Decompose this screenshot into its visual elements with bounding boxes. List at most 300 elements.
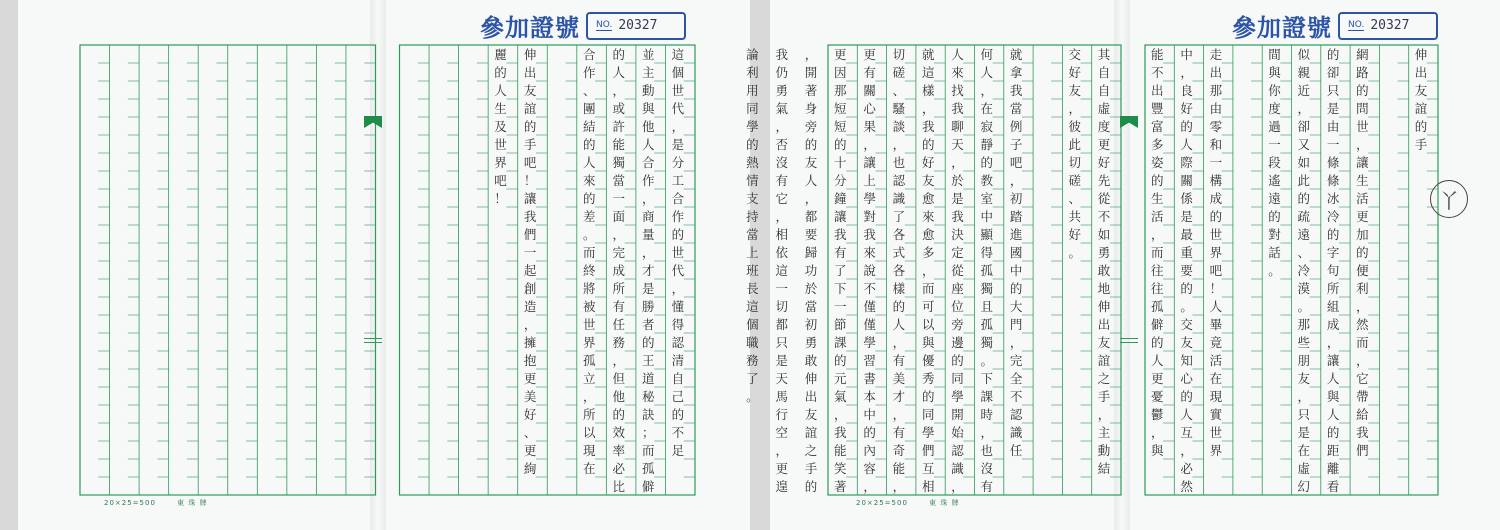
manuscript-char: ， [1297, 101, 1311, 117]
manuscript-char: 的 [1414, 119, 1428, 135]
manuscript-char: 不 [1151, 65, 1164, 81]
manuscript-char: ， [1356, 353, 1369, 369]
manuscript-char: 就 [921, 47, 935, 63]
manuscript-char: 認 [892, 173, 906, 189]
manuscript-char: ， [1009, 335, 1023, 351]
manuscript-char: ， [1097, 407, 1111, 423]
manuscript-char: 然 [1356, 317, 1369, 333]
manuscript-char: 不 [671, 425, 685, 441]
manuscript-char: 許 [612, 119, 626, 135]
manuscript-char: 磋 [892, 65, 906, 81]
manuscript-char: 秘 [642, 389, 655, 405]
manuscript-char: 例 [1009, 119, 1023, 135]
manuscript-char: 教 [980, 173, 994, 189]
manuscript-char: 及 [494, 119, 507, 135]
manuscript-char: 人 [1151, 353, 1164, 369]
manuscript-char: 而 [921, 281, 935, 297]
manuscript-char: 與 [642, 101, 655, 117]
manuscript-char: 空 [775, 425, 788, 441]
manuscript-char: 交 [1180, 317, 1193, 333]
manuscript-char: 與 [921, 335, 935, 351]
manuscript-char: 動 [1097, 443, 1111, 459]
manuscript-char: 這 [746, 299, 759, 315]
manuscript-char: 誼 [523, 101, 537, 117]
manuscript-char: 友 [1180, 335, 1193, 351]
manuscript-char: 了 [834, 263, 847, 279]
manuscript-char: 勇 [775, 83, 788, 99]
manuscript-char: ， [921, 263, 935, 279]
manuscript-char: ， [775, 443, 788, 459]
manuscript-char: ， [612, 353, 626, 369]
manuscript-char: 親 [1297, 65, 1311, 81]
manuscript-char: 界 [582, 335, 596, 351]
manuscript-char: 現 [1209, 389, 1223, 405]
manuscript-char: 我 [863, 227, 876, 243]
manuscript-char: 是 [775, 353, 788, 369]
manuscript-char: 活 [1356, 191, 1369, 207]
manuscript-char: 當 [1009, 101, 1023, 117]
manuscript-char: 朋 [1297, 353, 1311, 369]
manuscript-char: 談 [892, 119, 906, 135]
manuscript-char: 主 [1097, 425, 1111, 441]
manuscript-char: 邊 [951, 335, 964, 351]
manuscript-char: 氣 [834, 389, 847, 405]
manuscript-char: 伸 [1414, 47, 1428, 63]
manuscript-char: 給 [1356, 407, 1369, 423]
manuscript-char: 與 [1326, 389, 1340, 405]
manuscript-char: 活 [1151, 209, 1164, 225]
manuscript-char: 的 [1326, 227, 1340, 243]
manuscript-char: 起 [523, 263, 537, 279]
manuscript-char: 擁 [523, 335, 537, 351]
manuscript-char: 敢 [1097, 263, 1111, 279]
manuscript-char: 友 [1097, 335, 1111, 351]
manuscript-char: 課 [834, 335, 847, 351]
manuscript-char: 我 [921, 119, 935, 135]
manuscript-char: 國 [1009, 245, 1023, 261]
manuscript-char: 清 [671, 353, 685, 369]
manuscript-char: 只 [1326, 83, 1340, 99]
manuscript-char: 以 [921, 317, 935, 333]
manuscript-char: 地 [1097, 281, 1111, 297]
manuscript-char: 不 [1009, 389, 1023, 405]
manuscript-char: 由 [1209, 101, 1223, 117]
manuscript-char: 這 [671, 47, 685, 63]
manuscript-char: 所 [1326, 281, 1340, 297]
manuscript-char: 識 [1009, 425, 1023, 441]
manuscript-char: 而 [1356, 335, 1369, 351]
manuscript-char: 要 [804, 227, 818, 243]
manuscript-char: 界 [1209, 443, 1223, 459]
manuscript-char: 著 [804, 83, 818, 99]
manuscript-char: 對 [863, 209, 876, 225]
manuscript-char: 的 [1180, 119, 1193, 135]
manuscript-char: ， [863, 137, 876, 153]
manuscript-char: 勇 [804, 335, 818, 351]
manuscript-char: 分 [834, 173, 847, 189]
manuscript-char: 的 [980, 155, 994, 171]
manuscript-char: 一 [775, 281, 788, 297]
manuscript-char: 我 [1009, 83, 1023, 99]
manuscript-char: 找 [951, 83, 964, 99]
manuscript-char: 身 [804, 101, 818, 117]
manuscript-char: 我 [775, 47, 788, 63]
manuscript-char: 有 [980, 479, 994, 495]
manuscript-char: 著 [834, 479, 847, 495]
manuscript-char: 零 [1209, 119, 1223, 135]
manuscript-char: 讓 [834, 209, 847, 225]
manuscript-char: 主 [642, 65, 655, 81]
manuscript-char: 立 [582, 371, 596, 387]
manuscript-char: 多 [921, 245, 935, 261]
manuscript-char: 代 [671, 101, 685, 117]
manuscript-char: 我 [951, 209, 964, 225]
manuscript-char: 全 [1009, 371, 1023, 387]
manuscript-char: 的 [951, 353, 964, 369]
manuscript-char: 世 [671, 83, 685, 99]
manuscript-char: 識 [951, 461, 964, 477]
manuscript-char: 本 [863, 389, 876, 405]
manuscript-char: 往 [1151, 281, 1164, 297]
manuscript-char: 姿 [1151, 155, 1164, 171]
manuscript-char: 靜 [980, 137, 994, 153]
manuscript-char: 獨 [980, 335, 994, 351]
manuscript-char: ， [642, 245, 655, 261]
manuscript-char: 務 [612, 335, 626, 351]
manuscript-char: 人 [804, 173, 818, 189]
manuscript-char: 人 [1326, 371, 1340, 387]
manuscript-char: 工 [671, 173, 685, 189]
header-title: 參加證號 [480, 13, 580, 42]
manuscript-char: 只 [1297, 407, 1311, 423]
manuscript-char: 吧 [1009, 155, 1023, 171]
manuscript-char: 可 [921, 299, 935, 315]
manuscript-char: 、 [1068, 191, 1081, 207]
manuscript-char: 的 [1268, 209, 1281, 225]
manuscript-char: 同 [746, 101, 759, 117]
manuscript-char: 必 [612, 461, 626, 477]
manuscript-char: 了 [892, 209, 906, 225]
manuscript-char: 友 [1414, 83, 1428, 99]
manuscript-char: 歸 [804, 245, 818, 261]
manuscript-char: 更 [1151, 371, 1164, 387]
manuscript-char: 任 [612, 317, 626, 333]
manuscript-char: 實 [1209, 407, 1223, 423]
manuscript-char: 是 [1180, 209, 1193, 225]
manuscript-char: 而 [582, 245, 596, 261]
manuscript-char: 生 [1356, 173, 1369, 189]
manuscript-char: 遠 [1268, 191, 1281, 207]
manuscript-char: 就 [1009, 47, 1023, 63]
manuscript-char: 讓 [1356, 155, 1369, 171]
manuscript-char: 笑 [834, 461, 847, 477]
manuscript-char: 的 [1356, 83, 1369, 99]
manuscript-char: 你 [1268, 83, 1281, 99]
manuscript-char: 的 [746, 137, 759, 153]
manuscript-char: 學 [951, 389, 964, 405]
manuscript-char: ， [1180, 65, 1193, 81]
manuscript-char: 何 [980, 47, 994, 63]
manuscript-char: 吧 [523, 155, 537, 171]
manuscript-char: 伸 [523, 47, 537, 63]
manuscript-char: 。 [1068, 245, 1081, 261]
manuscript-char: 友 [1068, 83, 1081, 99]
manuscript-char: 才 [642, 263, 655, 279]
manuscript-char: 憂 [1151, 389, 1164, 405]
manuscript-char: 書 [863, 371, 876, 387]
manuscript-char: 人 [1180, 137, 1193, 153]
manuscript-char: 的 [1180, 281, 1193, 297]
manuscript-char: 出 [523, 65, 537, 81]
manuscript-char: 支 [746, 191, 759, 207]
manuscript-char: 樣 [921, 83, 935, 99]
manuscript-char: 的 [582, 191, 596, 207]
manuscript-char: 加 [1356, 227, 1369, 243]
manuscript-char: 的 [834, 353, 847, 369]
manuscript-char: ， [804, 191, 818, 207]
manuscript-char: 虛 [1297, 461, 1311, 477]
manuscript-char: 卻 [1297, 119, 1311, 135]
manuscript-char: 一 [523, 245, 537, 261]
manuscript-char: 磋 [1068, 173, 1081, 189]
manuscript-char: 人 [642, 137, 655, 153]
manuscript-char: 更 [863, 47, 876, 63]
right-header [1232, 8, 1438, 43]
manuscript-char: 好 [1097, 155, 1111, 171]
manuscript-char: 獨 [612, 155, 626, 171]
manuscript-char: 豐 [1151, 101, 1164, 117]
manuscript-char: 過 [1268, 119, 1281, 135]
center-divider-mark [364, 338, 382, 343]
manuscript-char: 顯 [980, 227, 994, 243]
manuscript-char: 進 [1009, 227, 1023, 243]
manuscript-char: 作 [671, 209, 685, 225]
manuscript-char: 訣 [642, 407, 655, 423]
manuscript-char: 造 [523, 299, 537, 315]
manuscript-char: 重 [1180, 245, 1193, 261]
manuscript-char: 節 [834, 317, 847, 333]
manuscript-char: ， [642, 191, 655, 207]
manuscript-char: 成 [1326, 317, 1340, 333]
manuscript-char: 有 [892, 353, 906, 369]
manuscript-char: 沒 [775, 155, 788, 171]
manuscript-char: 有 [834, 245, 847, 261]
manuscript-char: 它 [775, 191, 788, 207]
manuscript-char: 代 [671, 263, 685, 279]
manuscript-char: 孤 [980, 317, 994, 333]
right-footer [856, 498, 978, 508]
manuscript-char: 手 [804, 461, 818, 477]
manuscript-char: 論 [746, 47, 759, 63]
manuscript-char: 了 [746, 371, 759, 387]
paper-brand: 東 珠 牌 [929, 499, 960, 507]
manuscript-char: 孤 [1151, 299, 1164, 315]
manuscript-char: 組 [1326, 299, 1340, 315]
manuscript-char: 效 [612, 425, 626, 441]
manuscript-char: 識 [892, 191, 906, 207]
manuscript-char: 己 [671, 389, 685, 405]
manuscript-char: 是 [671, 137, 685, 153]
manuscript-char: 僻 [1151, 317, 1164, 333]
manuscript-char: 必 [1180, 461, 1193, 477]
manuscript-char: 畢 [1209, 317, 1223, 333]
manuscript-char: 孤 [642, 461, 655, 477]
manuscript-char: 室 [980, 191, 994, 207]
manuscript-char: 我 [834, 227, 847, 243]
manuscript-char: 的 [921, 137, 935, 153]
manuscript-char: ！ [1209, 281, 1223, 297]
manuscript-char: 也 [892, 155, 906, 171]
manuscript-char: 誼 [1097, 353, 1111, 369]
manuscript-char: 習 [863, 353, 876, 369]
manuscript-char: ， [980, 425, 994, 441]
manuscript-char: 學 [863, 335, 876, 351]
manuscript-char: 將 [582, 281, 596, 297]
manuscript-char: ， [1297, 389, 1311, 405]
right-writing-grid [746, 45, 1438, 495]
manuscript-char: 比 [612, 479, 626, 495]
manuscript-char: 勇 [1097, 245, 1111, 261]
manuscript-char: 友 [804, 155, 818, 171]
manuscript-char: 只 [775, 335, 788, 351]
manuscript-char: 行 [775, 407, 788, 423]
manuscript-char: 道 [642, 371, 655, 387]
manuscript-char: 出 [1414, 65, 1428, 81]
manuscript-char: 中 [863, 407, 876, 423]
manuscript-char: 字 [1326, 245, 1340, 261]
manuscript-char: 騷 [892, 101, 906, 117]
entry-number: 20327 [618, 18, 658, 33]
manuscript-char: 生 [494, 101, 507, 117]
manuscript-char: 讓 [1326, 353, 1340, 369]
manuscript-char: 的 [921, 389, 935, 405]
manuscript-char: 條 [1326, 155, 1340, 171]
manuscript-char: 勝 [642, 299, 655, 315]
manuscript-char: 而 [642, 443, 655, 459]
left-footer [104, 498, 226, 508]
manuscript-char: 一 [612, 191, 626, 207]
manuscript-char: 認 [951, 443, 964, 459]
manuscript-char: 作 [582, 65, 596, 81]
manuscript-char: 的 [582, 137, 596, 153]
manuscript-char: 之 [1097, 371, 1111, 387]
manuscript-char: 的 [494, 65, 507, 81]
manuscript-char: 時 [980, 407, 994, 423]
manuscript-char: 伸 [1097, 299, 1111, 315]
manuscript-char: 愈 [921, 191, 935, 207]
manuscript-char: 成 [612, 263, 626, 279]
manuscript-char: 課 [980, 389, 994, 405]
manuscript-char: 。 [582, 227, 596, 243]
manuscript-char: 生 [1151, 191, 1164, 207]
manuscript-char: 人 [494, 83, 507, 99]
manuscript-char: 關 [1180, 173, 1193, 189]
manuscript-char: 路 [1356, 65, 1369, 81]
manuscript-char: 合 [671, 191, 685, 207]
manuscript-char: ， [1009, 173, 1023, 189]
manuscript-char: 學 [921, 425, 935, 441]
manuscript-char: 率 [612, 443, 626, 459]
manuscript-char: 吧 [1209, 263, 1223, 279]
manuscript-char: 與 [1151, 443, 1164, 459]
manuscript-char: 定 [951, 245, 964, 261]
manuscript-char: 由 [1326, 119, 1340, 135]
manuscript-char: ， [1180, 443, 1193, 459]
manuscript-char: 世 [494, 137, 507, 153]
manuscript-char: 的 [671, 407, 685, 423]
manuscript-char: 也 [980, 443, 994, 459]
manuscript-char: 得 [671, 317, 685, 333]
manuscript-char: 在 [980, 101, 994, 117]
manuscript-char: 際 [1180, 155, 1193, 171]
manuscript-char: 利 [1356, 281, 1369, 297]
entry-number-box [586, 12, 686, 40]
manuscript-char: 人 [1180, 407, 1193, 423]
manuscript-char: 結 [582, 119, 596, 135]
manuscript-char: 因 [834, 65, 847, 81]
manuscript-char: 人 [582, 155, 596, 171]
manuscript-char: 現 [582, 443, 596, 459]
manuscript-char: 來 [951, 65, 964, 81]
manuscript-char: 十 [834, 155, 847, 171]
manuscript-char: 面 [612, 209, 626, 225]
manuscript-char: 懂 [671, 299, 685, 315]
manuscript-char: 差 [582, 209, 596, 225]
manuscript-char: 話 [1268, 245, 1281, 261]
manuscript-char: 。 [1180, 299, 1193, 315]
manuscript-char: 段 [1268, 155, 1281, 171]
manuscript-char: 決 [951, 227, 964, 243]
manuscript-char: 一 [834, 299, 847, 315]
manuscript-char: 出 [1209, 65, 1223, 81]
manuscript-char: 學 [863, 191, 876, 207]
paper-brand: 東 珠 牌 [177, 499, 208, 507]
manuscript-char: ， [951, 479, 964, 495]
manuscript-char: 能 [1151, 47, 1164, 63]
manuscript-char: 這 [775, 263, 788, 279]
manuscript-char: ， [892, 335, 906, 351]
manuscript-char: 人 [980, 65, 994, 81]
manuscript-char: 不 [1097, 209, 1111, 225]
manuscript-char: 同 [921, 407, 935, 423]
manuscript-char: 奇 [892, 443, 906, 459]
manuscript-char: 與 [1268, 65, 1281, 81]
manuscript-char: 能 [612, 137, 626, 153]
manuscript-char: ， [612, 227, 626, 243]
manuscript-char: 更 [775, 461, 788, 477]
manuscript-char: 於 [804, 281, 818, 297]
manuscript-char: 團 [582, 101, 596, 117]
manuscript-char: 者 [642, 317, 655, 333]
manuscript-char: 間 [1268, 47, 1281, 63]
left-manuscript-page [18, 0, 750, 530]
manuscript-char: 那 [1209, 83, 1223, 99]
manuscript-char: 要 [1180, 263, 1193, 279]
manuscript-char: 初 [804, 317, 818, 333]
manuscript-char: 孤 [980, 263, 994, 279]
manuscript-char: 多 [1151, 137, 1164, 153]
manuscript-char: 的 [523, 119, 537, 135]
manuscript-char: 度 [1097, 119, 1111, 135]
manuscript-char: 同 [951, 371, 964, 387]
manuscript-char: 更 [1356, 209, 1369, 225]
manuscript-char: 分 [671, 155, 685, 171]
manuscript-char: 更 [523, 371, 537, 387]
manuscript-char: 依 [775, 245, 788, 261]
manuscript-char: 才 [892, 389, 906, 405]
manuscript-char: 富 [1151, 119, 1164, 135]
manuscript-char: 好 [1180, 101, 1193, 117]
